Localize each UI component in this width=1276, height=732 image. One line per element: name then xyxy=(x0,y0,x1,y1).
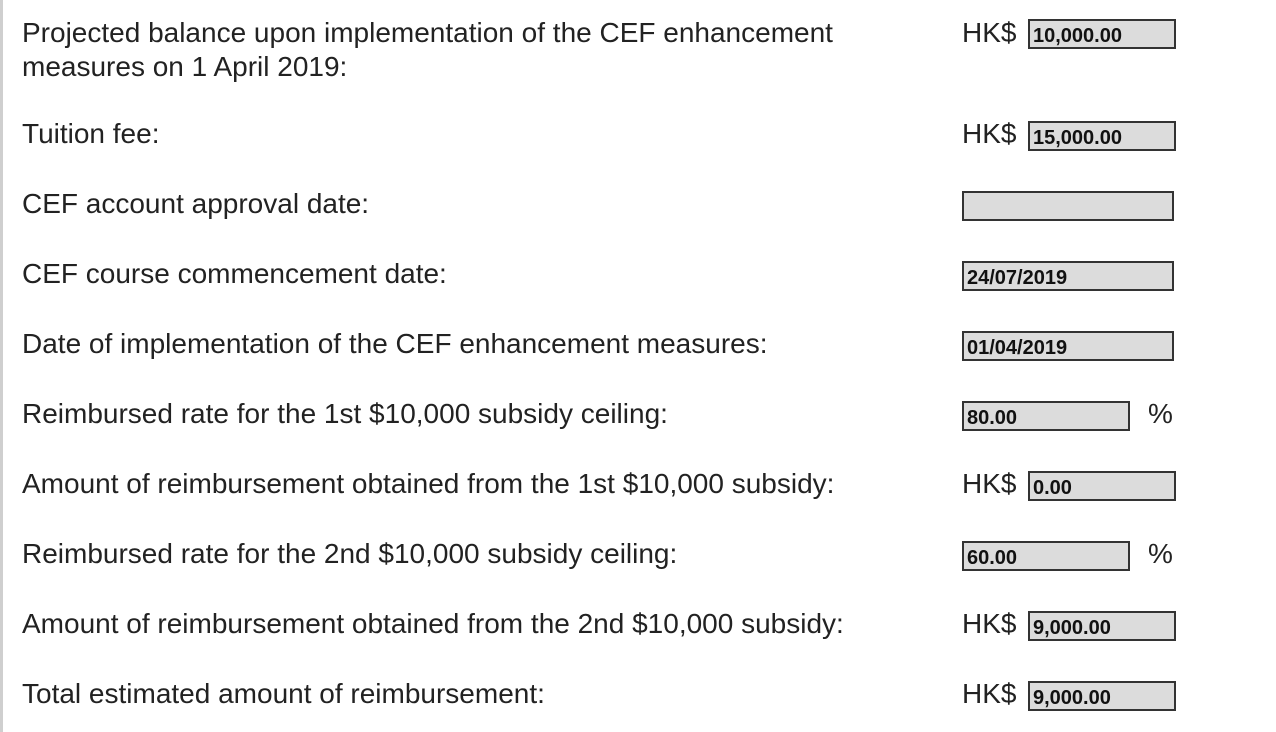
tuition-fee-field[interactable]: 15,000.00 xyxy=(1028,121,1176,151)
left-border xyxy=(0,0,3,732)
currency-prefix: HK$ xyxy=(962,118,1017,149)
commencement-date-label: CEF course commencement date: xyxy=(22,258,447,289)
projected-balance-label: Projected balance upon implementation of the CEF enhancement measures on 1 April 2019: xyxy=(22,17,833,82)
currency-prefix: HK$ xyxy=(962,678,1017,709)
amount-1st-label: Amount of reimbursement obtained from the 1st $10,000 subsidy: xyxy=(22,468,835,499)
currency-prefix: HK$ xyxy=(962,17,1017,48)
projected-balance-field[interactable]: 10,000.00 xyxy=(1028,19,1176,49)
percent-suffix: % xyxy=(1148,398,1173,429)
rate-1st-label: Reimbursed rate for the 1st $10,000 subsidy ceiling: xyxy=(22,398,668,429)
total-field[interactable]: 9,000.00 xyxy=(1028,681,1176,711)
commencement-date-field[interactable]: 24/07/2019 xyxy=(962,261,1174,291)
percent-suffix: % xyxy=(1148,538,1173,569)
amount-1st-field[interactable]: 0.00 xyxy=(1028,471,1176,501)
implementation-date-field[interactable]: 01/04/2019 xyxy=(962,331,1174,361)
currency-prefix: HK$ xyxy=(962,468,1017,499)
approval-date-field[interactable] xyxy=(962,191,1174,221)
rate-2nd-field[interactable]: 60.00 xyxy=(962,541,1130,571)
tuition-fee-label: Tuition fee: xyxy=(22,118,160,149)
total-label: Total estimated amount of reimbursement: xyxy=(22,678,545,709)
rate-2nd-label: Reimbursed rate for the 2nd $10,000 subsidy ceiling: xyxy=(22,538,678,569)
amount-2nd-label: Amount of reimbursement obtained from the 2nd $10,000 subsidy: xyxy=(22,608,844,639)
amount-2nd-field[interactable]: 9,000.00 xyxy=(1028,611,1176,641)
currency-prefix: HK$ xyxy=(962,608,1017,639)
implementation-date-label: Date of implementation of the CEF enhancement measures: xyxy=(22,328,768,359)
rate-1st-field[interactable]: 80.00 xyxy=(962,401,1130,431)
approval-date-label: CEF account approval date: xyxy=(22,188,370,219)
